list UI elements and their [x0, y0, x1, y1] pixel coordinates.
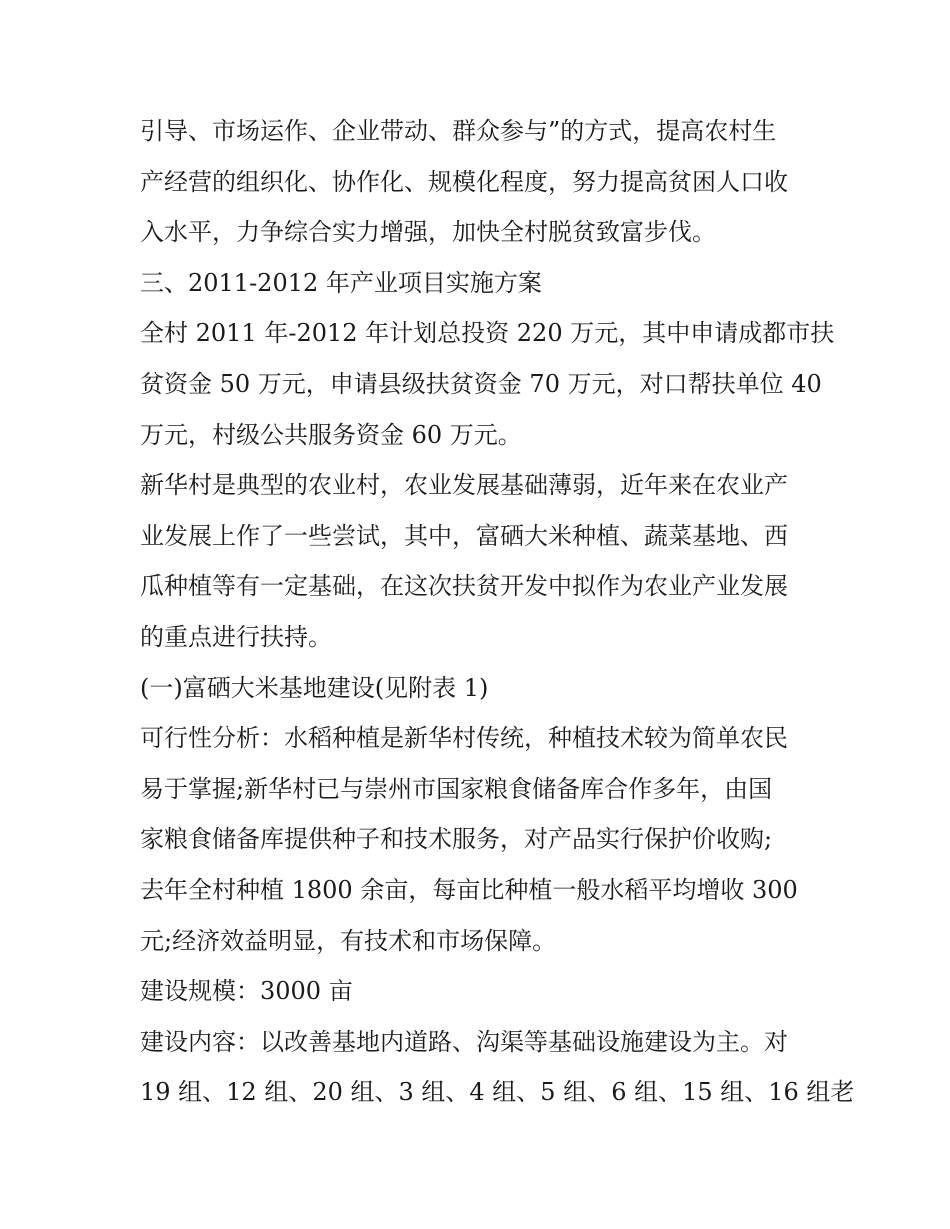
paragraph	[140, 460, 820, 662]
text-line: 家粮食储备库提供种子和技术服务，对产品实行保护价收购;	[140, 825, 773, 854]
text-line: 产经营的组织化、协作化、规模化程度，努力提高贫困人口收	[140, 167, 788, 196]
text-line: 万元，村级公共服务资金 60 万元。	[140, 420, 522, 449]
paragraph	[140, 308, 835, 460]
text-line: 新华村是典型的农业村，农业发展基础薄弱，近年来在农业产	[140, 471, 788, 500]
text-line: 19 组、12 组、20 组、3 组、4 组、5 组、6 组、15 组、16 组老	[140, 1078, 855, 1107]
text-line: 引导、市场运作、企业带动、群众参与”的方式，提高农村生	[140, 117, 777, 145]
text-line: 建设规模：3000 亩	[140, 977, 353, 1006]
paragraph	[140, 106, 820, 258]
paragraph	[140, 713, 820, 966]
text-line: 可行性分析：水稻种植是新华村传统，种植技术较为简单农民	[140, 724, 788, 753]
text-line: 全村 2011 年-2012 年计划总投资 220 万元，其中申请成都市扶	[140, 319, 835, 348]
text-line: 元;经济效益明显，有技术和市场保障。	[140, 926, 557, 955]
text-line: 业发展上作了一些尝试，其中，富硒大米种植、蔬菜基地、西	[140, 521, 788, 550]
paragraph	[140, 258, 820, 309]
text-line: 三、2011-2012 年产业项目实施方案	[140, 268, 542, 297]
text-line: 贫资金 50 万元，申请县级扶贫资金 70 万元，对口帮扶单位 40	[140, 369, 822, 398]
paragraph	[140, 663, 820, 714]
text-line: 瓜种植等有一定基础，在这次扶贫开发中拟作为农业产业发展	[140, 572, 788, 601]
text-line: 去年全村种植 1800 余亩，每亩比种植一般水稻平均增收 300	[140, 875, 798, 904]
paragraph	[140, 1017, 855, 1118]
text-line: 的重点进行扶持。	[140, 622, 332, 651]
paragraph	[140, 966, 820, 1017]
text-line: 建设内容：以改善基地内道路、沟渠等基础设施建设为主。对	[140, 1027, 788, 1056]
text-line: (一)富硒大米基地建设(见附表 1)	[140, 673, 489, 702]
text-line: 易于掌握;新华村已与崇州市国家粮食储备库合作多年，由国	[140, 774, 773, 803]
document-body	[140, 106, 855, 1118]
text-line: 入水平，力争综合实力增强，加快全村脱贫致富步伐。	[140, 218, 716, 247]
